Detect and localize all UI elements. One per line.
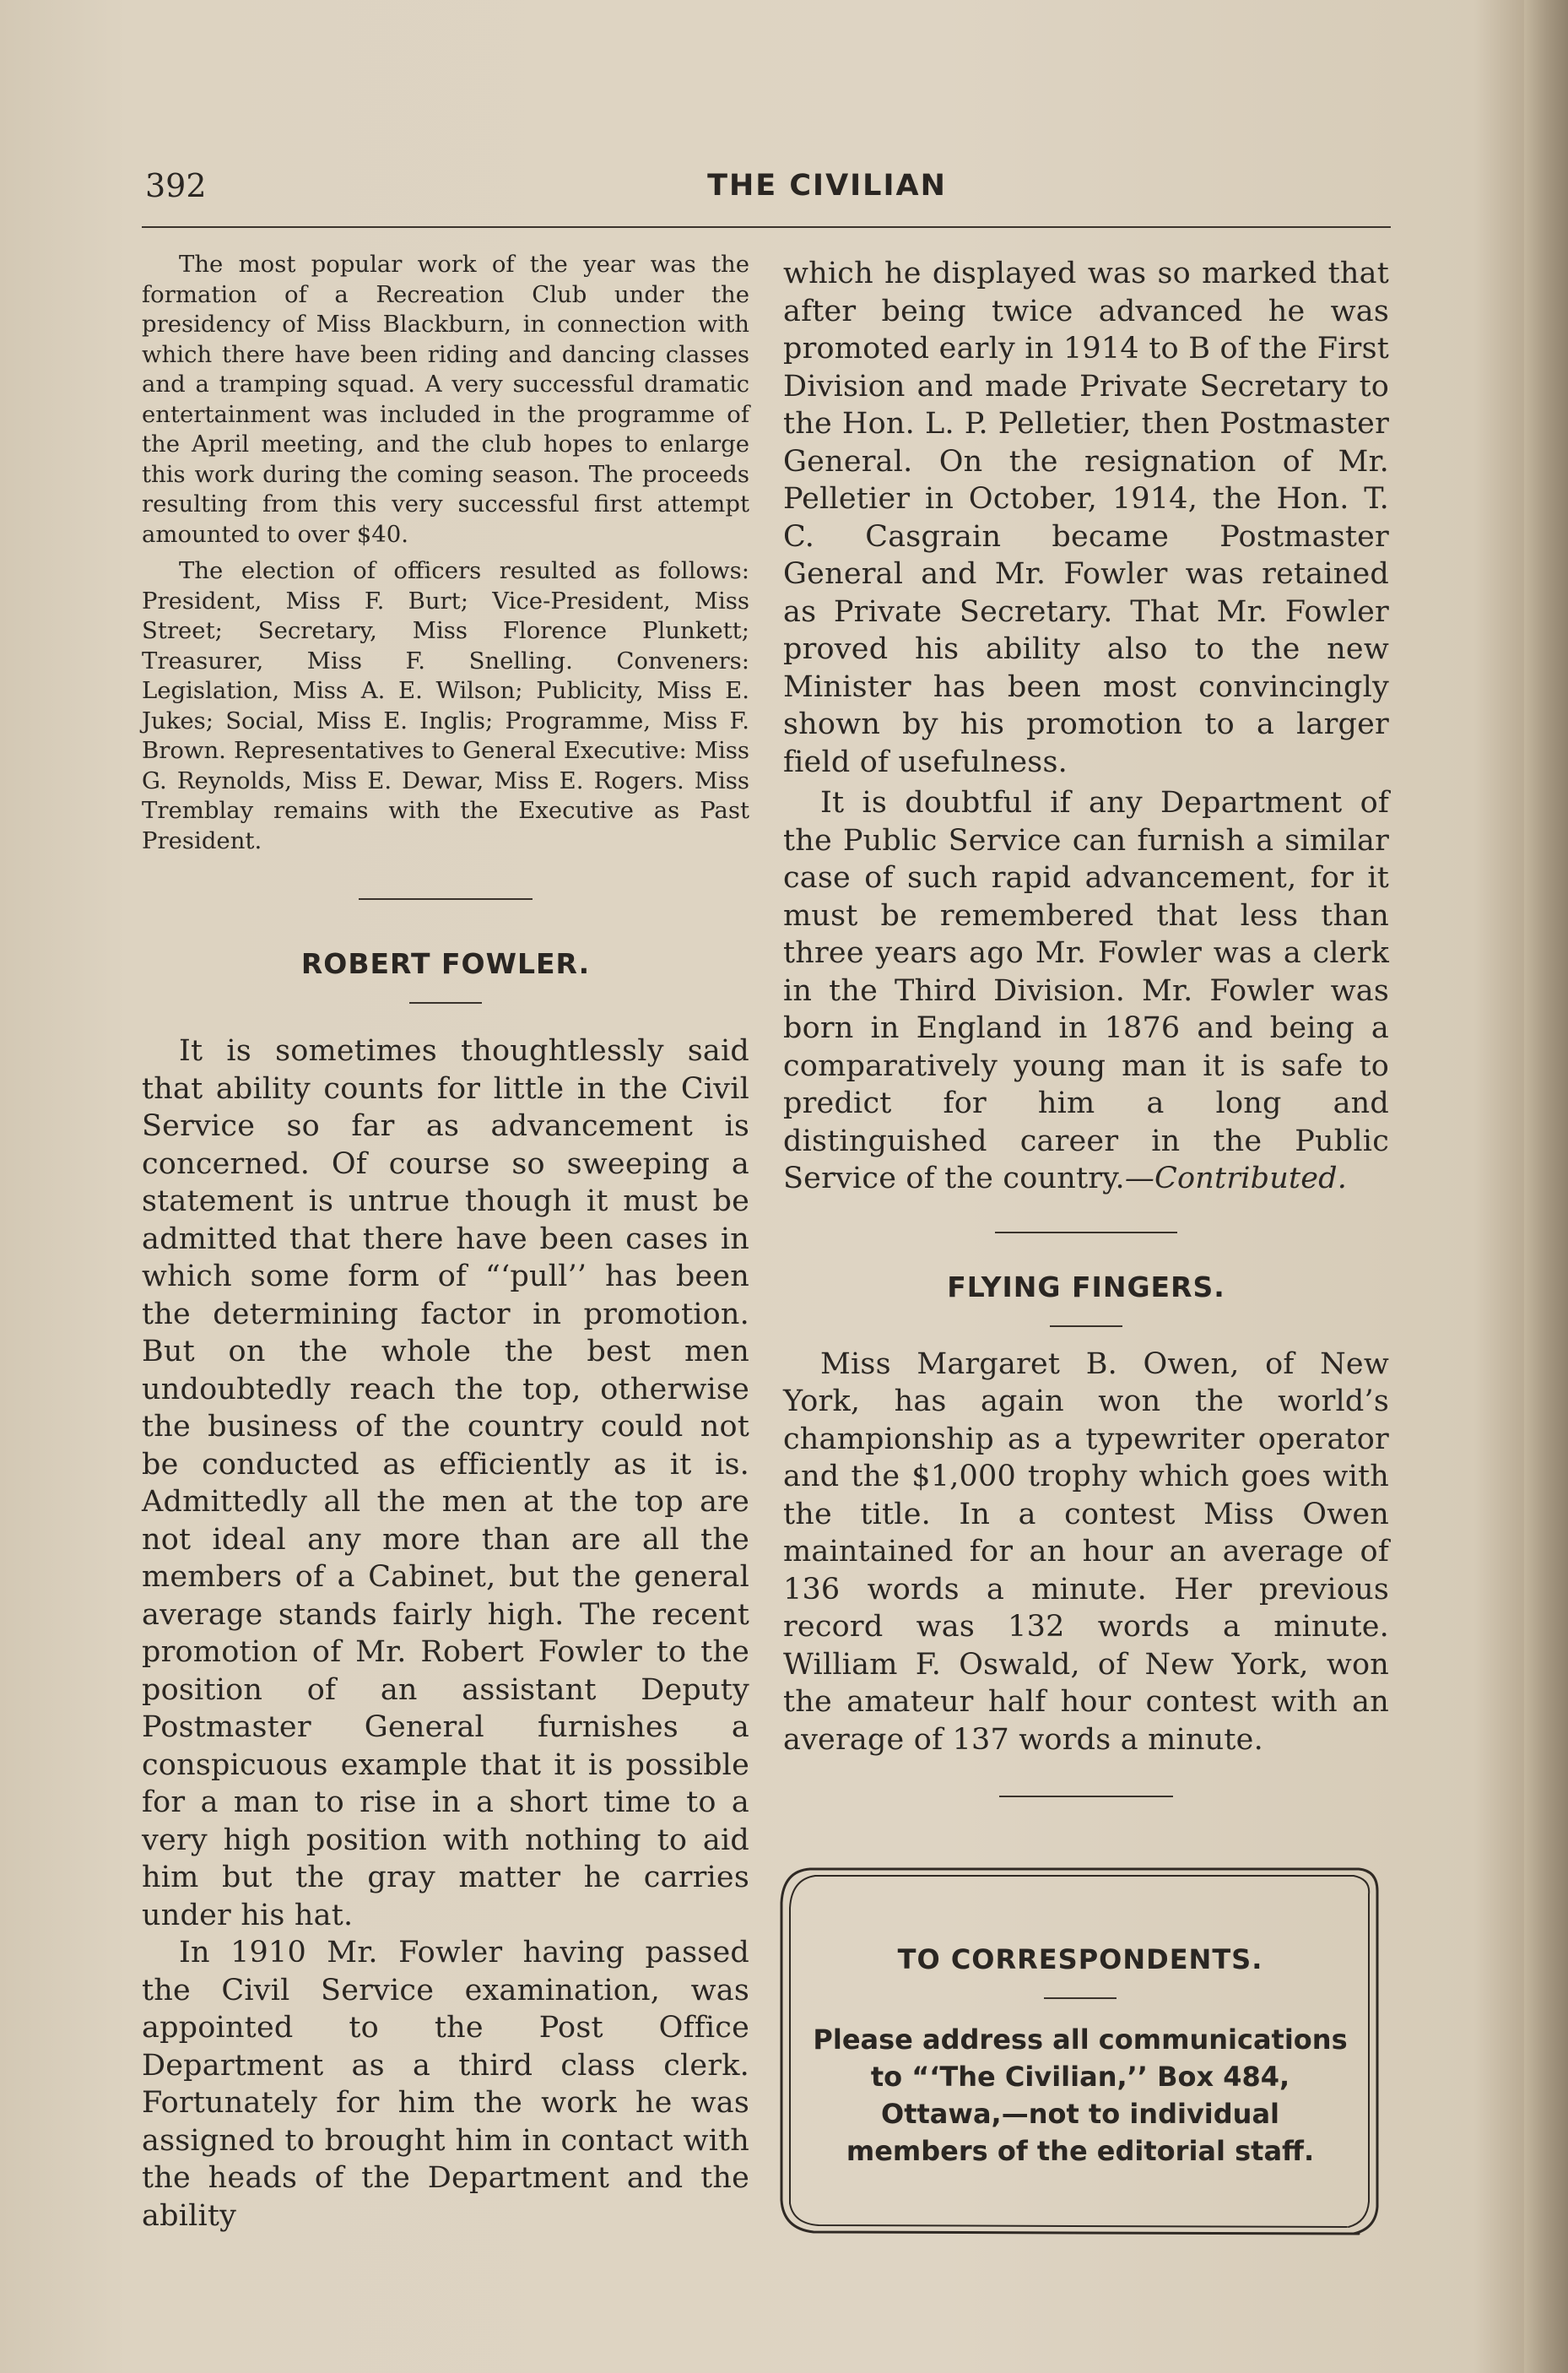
- correspondents-body: Please address all communications to “‘The Civilian,’’ Box 484, Ottawa,—not to individual members of the editorial staff.: [813, 2024, 1348, 2167]
- section-divider: [999, 1796, 1173, 1797]
- page-number: 392: [145, 167, 207, 204]
- left-column: [142, 250, 749, 2235]
- correspondents-notice: [776, 1866, 1382, 2240]
- section-divider: [995, 1232, 1177, 1233]
- fingers-paragraph: Miss Margaret B. Owen, of New York, has again won the world’s championship as a typewriter operator and the $1,000 trophy which goes with the title. In a contest Miss Owen maintained for an hour an average of 136 words a minute. Her previous record was 132 words a minute. William F. Oswald, of New York, won the amateur half hour contest with an average of 137 words a minute.: [783, 1346, 1389, 1757]
- fowler-heading: ROBERT FOWLER.: [300, 947, 591, 980]
- fingers-heading: FLYING FINGERS.: [947, 1270, 1225, 1303]
- fowler-continued: which he displayed was so marked that after being twice advanced he was promoted early in 1914 to B of the First Division and made Private Secretary to the Hon. L. P. Pelletier, then Postmaster General. On the resignation of Mr. Pelletier in October, 1914, the Hon. T. C. Casgrain became Postmaster General and Mr. Fowler was retained as Private Secretary. That Mr. Fowler proved his ability also to the new Minister has been most convincingly shown by his promotion to a larger field of usefulness.: [783, 257, 1389, 779]
- page-binding-edge: [1524, 0, 1568, 2373]
- box-divider: [1044, 1997, 1117, 1999]
- correspondents-title: TO CORRESPONDENTS.: [897, 1943, 1263, 1975]
- fowler-paragraph-3: [783, 784, 1389, 1198]
- contributed-signature: —Contributed.: [1124, 1162, 1348, 1195]
- section-divider: [359, 898, 533, 900]
- fowler-paragraph-3-text: It is doubtful if any Department of the Public Service can furnish a similar case of such rapid advancement, for it must be remembered that less than three years ago Mr. Fowler was a clerk in the Third Division. Mr. Fowler was born in England in 1876 and being a comparatively young man it is safe to predict for him a long and distinguished career in the Public Service of the country.: [783, 786, 1389, 1195]
- heading-underline: [409, 1002, 482, 1004]
- correspondents-content: [810, 1943, 1350, 2170]
- right-column: [783, 255, 1389, 1797]
- fowler-paragraph-1: It is sometimes thoughtlessly said that ability counts for little in the Civil Service so far as advancement is concerned. Of course so sweeping a statement is untrue though it must be admitted that there have been cases in which some form of “‘pull’’ has been the determining factor in promotion. But on the whole the best men undoubtedly reach the top, otherwise the business of the country could not be conducted as efficiently as it is. Admittedly all the men at the top are not ideal any more than are all the members of a Cabinet, but the general average stands fairly high. The recent promotion of Mr. Robert Fowler to the position of an assistant Deputy Postmaster General furnishes a conspicuous example that it is possible for a man to rise in a short time to a very high position with nothing to aid him but the gray matter he carries under his hat.: [142, 1034, 749, 1932]
- club-paragraph-2: The election of officers resulted as follows: President, Miss F. Burt; Vice-President, Miss Street; Secretary, Miss Florence Plunkett; Treasurer, Miss F. Snelling. Conveners: Legislation, Miss A. E. Wilson; Publicity, Miss E. Jukes; Social, Miss E. Inglis; Programme, Miss F. Brown. Representatives to General Executive: Miss G. Reynolds, Miss E. Dewar, Miss E. Rogers. Miss Tremblay remains with the Executive as Past President.: [142, 557, 749, 854]
- running-title: THE CIVILIAN: [707, 169, 947, 203]
- heading-underline: [1050, 1325, 1122, 1327]
- fowler-paragraph-2: In 1910 Mr. Fowler having passed the Civil Service examination, was appointed to the Post Office Department as a third class clerk. Fortunately for him the work he was assigned to brought him in contact with the heads of the Department and the ability: [142, 1936, 749, 2233]
- club-paragraph-1: The most popular work of the year was the formation of a Recreation Club under the presidency of Miss Blackburn, in connection with which there have been riding and dancing classes and a tramping squad. A very successful dramatic entertainment was included in the programme of the April meeting, and the club hopes to enlarge this work during the coming season. The proceeds resulting from this very successful first attempt amounted to over $40.: [142, 251, 749, 548]
- header-rule: [142, 226, 1391, 228]
